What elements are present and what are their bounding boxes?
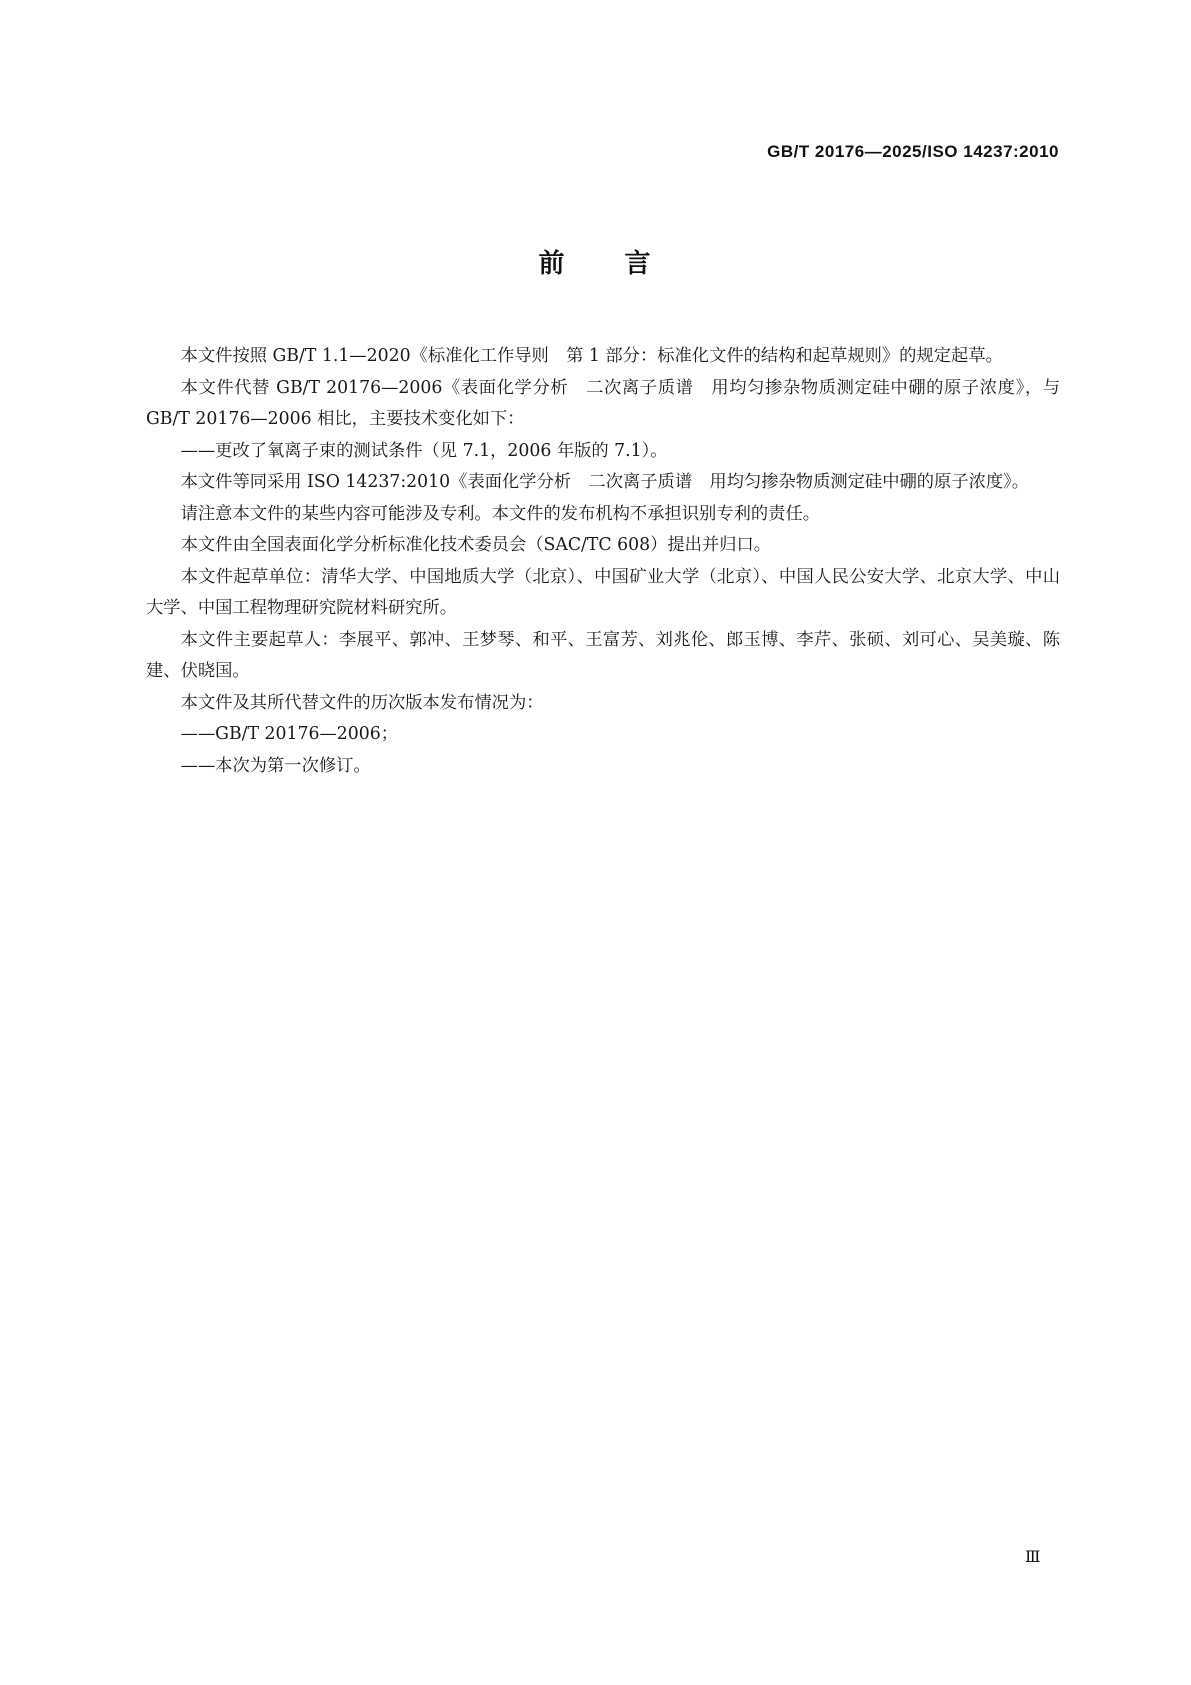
- title-char-2: 言: [624, 249, 653, 279]
- title-char-1: 前: [538, 249, 567, 279]
- page-title: [0, 243, 1191, 280]
- paragraph-patent-notice: 请注意本文件的某些内容可能涉及专利。本文件的发布机构不承担识别专利的责任。: [180, 503, 821, 524]
- paragraph-version-history: 本文件及其所代替文件的历次版本发布情况为：: [180, 692, 544, 713]
- paragraph-committee: 本文件由全国表面化学分析标准化技术委员会（SAC/TC 608）提出并归口。: [180, 535, 772, 555]
- list-item-first-revision: ——本次为第一次修订。: [180, 755, 371, 776]
- list-item-version-2006: ——GB/T 20176—2006；: [180, 724, 399, 744]
- paragraph-iso-adoption: 本文件等同采用 ISO 14237:2010《表面化学分析 二次离子质谱 用均匀掺杂物质测定硅中硼的原子浓度》。: [180, 472, 1030, 492]
- preface-body: [146, 341, 1060, 782]
- paragraph-drafters: 本文件主要起草人：李展平、郭冲、王梦琴、和平、王富芳、刘兆伦、郎玉博、李芹、张硕、刘可心、吴美璇、陈建、伏晓国。: [146, 629, 1060, 681]
- list-item-change: ——更改了氧离子束的测试条件（见 7.1，2006 年版的 7.1）。: [180, 440, 668, 461]
- paragraph-drafting-rules: 本文件按照 GB/T 1.1—2020《标准化工作导则 第 1 部分：标准化文件的结构和起草规则》的规定起草。: [180, 346, 1003, 366]
- page-number: Ⅲ: [1025, 1549, 1041, 1566]
- standard-code: GB/T 20176—2025/ISO 14237:2010: [767, 142, 1059, 161]
- paragraph-replaces: 本文件代替 GB/T 20176—2006《表面化学分析 二次离子质谱 用均匀掺杂物质测定硅中硼的原子浓度》，与 GB/T 20176—2006 相比，主要技术变化如下：: [146, 377, 1060, 429]
- paragraph-drafting-units: 本文件起草单位：清华大学、中国地质大学（北京）、中国矿业大学（北京）、中国人民公安大学、北京大学、中山大学、中国工程物理研究院材料研究所。: [146, 566, 1060, 618]
